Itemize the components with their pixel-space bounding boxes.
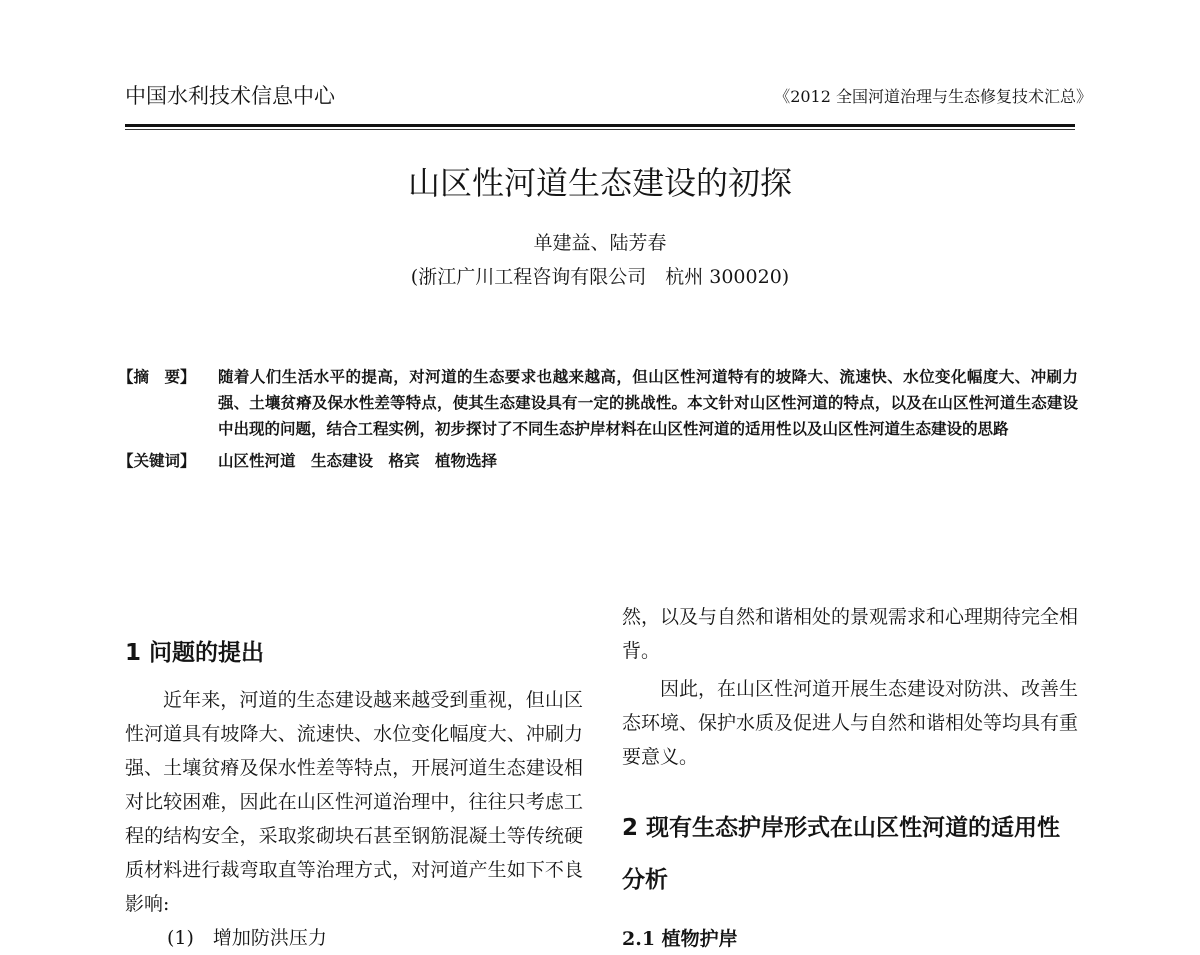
running-header-right: 《2012 全国河道治理与生态修复技术汇总》: [774, 87, 1092, 106]
header-rule-thin: [125, 129, 1075, 130]
running-header-left: 中国水利技术信息中心: [125, 84, 335, 108]
section-1-heading: 1 问题的提出: [125, 640, 265, 666]
abstract-block: [118, 364, 1078, 474]
continued-paragraph: 然，以及与自然和谐相处的景观需求和心理期待完全相背。: [622, 606, 1079, 662]
header-rule-thick: [125, 124, 1075, 127]
paper-title: 山区性河道生态建设的初探: [407, 164, 792, 202]
section-2-heading: 2 现有生态护岸形式在山区性河道的适用性分析: [622, 815, 1061, 893]
right-column: [622, 600, 1078, 951]
paragraph-2: 因此，在山区性河道开展生态建设对防洪、改善生态环境、保护水质及促进人与自然和谐相处等均具有重要意义。: [622, 678, 1079, 768]
subsection-2-1-heading: 2.1 植物护岸: [622, 928, 738, 950]
list-item-1: (1) 增加防洪压力: [167, 927, 327, 949]
keywords-label: 【关键词】: [118, 451, 196, 470]
section-1-paragraph: 近年来，河道的生态建设越来越受到重视，但山区性河道具有坡降大、流速快、水位变化幅度大、冲刷力强、土壤贫瘠及保水性差等特点，开展河道生态建设相对比较困难，因此在山区性河道治理中，往往只考虑工程的结构安全，采取浆砌块石甚至钢筋混凝土等传统硬质材料进行裁弯取直等治理方式，对河道产生如下不良影响:: [125, 689, 583, 915]
abstract-label: 【摘 要】: [118, 367, 196, 386]
left-column: [125, 634, 583, 955]
keywords-text: 山区性河道 生态建设 格宾 植物选择: [218, 451, 498, 470]
authors: 单建益、陆芳春: [533, 232, 667, 254]
abstract-text: 随着人们生活水平的提高，对河道的生态要求也越来越高，但山区性河道特有的坡降大、流速快、水位变化幅度大、冲刷力强、土壤贫瘠及保水性差等特点，使其生态建设具有一定的挑战性。本文针对山区性河道的特点，以及在山区性河道生态建设中出现的问题，结合工程实例，初步探讨了不同生态护岸材料在山区性河道的适用性以及山区性河道生态建设的思路: [218, 367, 1078, 438]
affiliation: (浙江广川工程咨询有限公司 杭州 300020): [410, 266, 790, 288]
